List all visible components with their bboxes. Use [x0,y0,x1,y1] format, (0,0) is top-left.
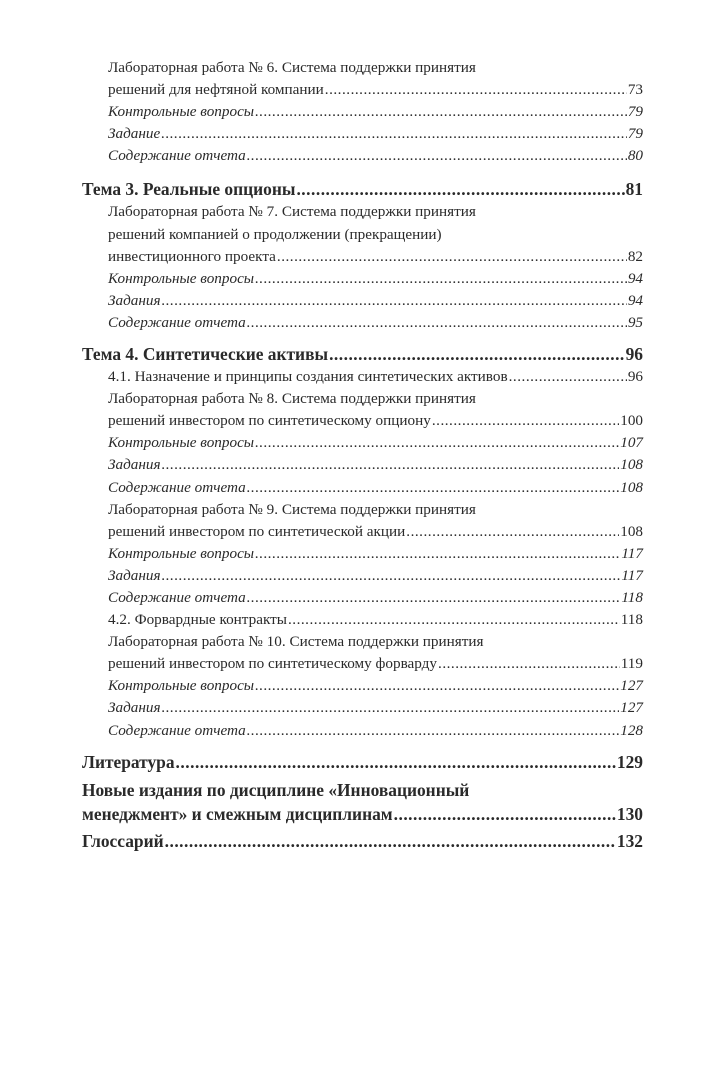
dot-leader [255,543,620,565]
dot-leader [329,342,625,366]
dot-leader [277,246,627,268]
toc-entry-title: Контрольные вопросы [108,434,255,452]
dot-leader [325,79,627,101]
toc-entry-title: Контрольные вопросы [108,677,255,695]
toc-entry-title: менеджмент» и смежным дисциплинам [82,803,393,824]
toc-entry [82,697,643,719]
dot-leader [288,609,620,631]
dot-leader [438,653,620,675]
toc-page-number: 129 [616,751,643,772]
toc-page-number: 108 [620,522,643,540]
toc-page-number: 118 [620,611,643,629]
toc-entry-title: Тема 4. Синтетические активы [82,344,329,365]
toc-page-number: 82 [627,247,643,265]
dot-leader [255,101,627,123]
toc-page-number: 94 [627,291,643,309]
dot-leader [255,675,619,697]
toc-entry [82,201,643,267]
toc-entry-title: Контрольные вопросы [108,544,255,562]
dot-leader [161,123,627,145]
toc-page-number: 130 [616,803,643,824]
dot-leader [162,697,620,719]
toc-entry-title: Содержание отчета [108,478,246,496]
toc-entry [82,631,643,675]
toc-entry [82,720,643,742]
toc-section-entry [82,778,643,826]
dot-leader [296,177,624,201]
toc-page-number: 117 [621,566,643,584]
toc-entry [82,587,643,609]
toc-entry-title: Тема 3. Реальные опционы [82,179,296,200]
toc-page-number: 119 [620,655,643,673]
toc-section-entry [82,829,643,853]
toc-entry [82,388,643,432]
toc-page-number: 81 [625,179,643,200]
dot-leader [255,268,627,290]
toc-entry [82,290,643,312]
toc-entry-title-line: Лабораторная работа № 6. Система поддержки принятия [108,59,476,76]
dot-leader [247,720,619,742]
toc-entry [82,432,643,454]
toc-entry [82,268,643,290]
toc-entry-title-line: Лабораторная работа № 10. Система поддержки принятия [108,633,484,651]
dot-leader [247,312,627,334]
toc-page-number: 94 [627,269,643,287]
toc-entry [82,312,643,334]
toc-page-number: 117 [621,544,643,562]
toc-entry-title-line: решений компанией о продолжении (прекращении) [108,225,442,243]
dot-leader [394,802,616,826]
toc-entry-title: решений инвестором по синтетическому опциону [108,412,431,430]
toc-page-number: 108 [620,456,643,474]
toc-entry [82,609,643,631]
toc-entry [82,123,643,145]
toc-section-entry [82,342,643,366]
toc-entry-title: решений для нефтяной компании [108,81,324,99]
toc-entry-title: Содержание отчета [108,147,246,165]
dot-leader [165,829,616,853]
toc-entry-title: Задание [108,125,161,143]
toc-page-number: 96 [625,344,643,365]
toc-entry [82,499,643,543]
toc-entry-title: инвестиционного проекта [108,247,276,265]
dot-leader [162,454,620,476]
toc-page-number: 128 [620,721,643,739]
toc-page-number: 79 [627,125,643,143]
table-of-contents [82,57,643,853]
toc-section-entry [82,750,643,774]
toc-entry [82,565,643,587]
toc-entry-title-line: Лабораторная работа № 7. Система поддержки принятия [108,203,476,221]
toc-entry [82,366,643,388]
toc-page-number: 108 [620,478,643,496]
dot-leader [255,432,619,454]
toc-page-number: 80 [627,147,643,165]
toc-entry-title-line: Лабораторная работа № 9. Система поддержки принятия [108,500,476,518]
toc-entry-title: Задания [108,699,161,717]
toc-entry-title: Содержание отчета [108,313,246,331]
toc-entry [82,57,643,101]
toc-entry-title: 4.1. Назначение и принципы создания синтетических активов [108,368,508,386]
dot-leader [162,565,621,587]
toc-entry [82,454,643,476]
toc-entry [82,675,643,697]
toc-entry-title: Контрольные вопросы [108,103,255,121]
toc-entry-title-line: Лабораторная работа № 8. Система поддержки принятия [108,390,476,408]
toc-entry-title: 4.2. Форвардные контракты [108,611,287,629]
toc-entry [82,477,643,499]
toc-page-number: 73 [627,81,643,99]
dot-leader [162,290,627,312]
toc-entry [82,543,643,565]
toc-section-entry [82,177,643,201]
dot-leader [247,145,627,167]
dot-leader [176,750,616,774]
toc-entry-title: Содержание отчета [108,588,246,606]
toc-entry-title: Задания [108,566,161,584]
toc-page-number: 132 [616,830,643,851]
toc-page-number: 127 [620,699,643,717]
toc-entry [82,101,643,123]
dot-leader [509,366,627,388]
toc-entry-title-line: Новые издания по дисциплине «Инновационный [82,779,470,800]
toc-entry-title: Глоссарий [82,830,164,851]
toc-entry-title: Литература [82,751,175,772]
toc-page-number: 118 [621,588,643,606]
toc-entry-title: решений инвестором по синтетическому форварду [108,655,438,673]
dot-leader [406,521,619,543]
toc-entry-title: Содержание отчета [108,721,246,739]
toc-entry-title: Контрольные вопросы [108,269,255,287]
toc-entry-title: Задания [108,291,161,309]
toc-page-number: 96 [627,368,643,386]
toc-page-number: 127 [620,677,643,695]
toc-entry [82,145,643,167]
toc-page-number: 107 [620,434,643,452]
dot-leader [247,477,619,499]
toc-page-number: 100 [620,412,643,430]
toc-page-number: 79 [627,103,643,121]
toc-page-number: 95 [627,313,643,331]
dot-leader [432,410,619,432]
toc-entry-title: решений инвестором по синтетической акции [108,522,406,540]
dot-leader [247,587,621,609]
toc-entry-title: Задания [108,456,161,474]
